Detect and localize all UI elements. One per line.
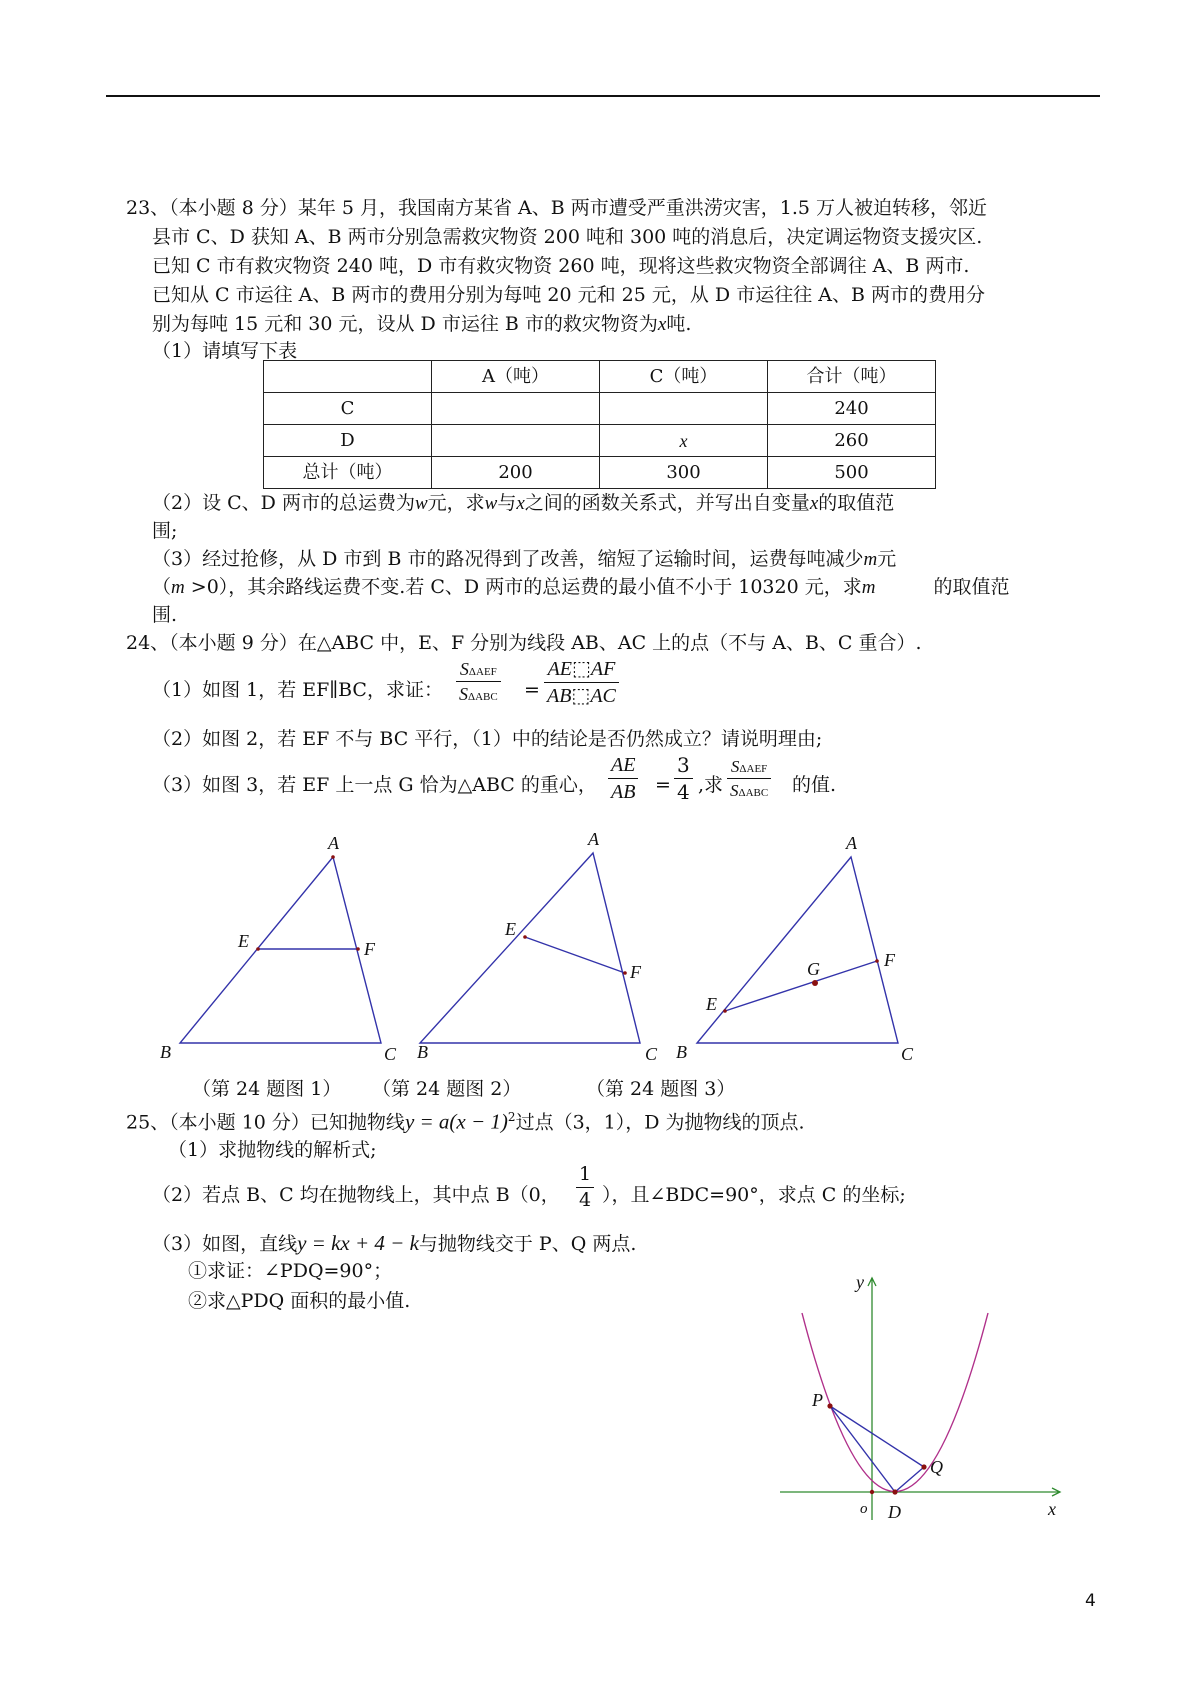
area-ratio-fraction: SΔAEF SΔABC: [456, 660, 501, 703]
table-cell: C: [264, 393, 432, 425]
label-g: G: [807, 959, 820, 979]
label-y-axis: y: [856, 1272, 864, 1292]
equals-sign: =: [524, 679, 540, 701]
label-b: B: [676, 1042, 687, 1062]
label-f: F: [630, 962, 641, 982]
parabola-figure: [770, 1270, 1070, 1530]
label-c: C: [384, 1044, 397, 1064]
label-x-axis: x: [1048, 1499, 1056, 1519]
table-cell: 200: [432, 457, 600, 489]
table-cell: 总计（吨）: [264, 457, 432, 489]
q23-line-5: 别为每吨 15 元和 30 元，设从 D 市运往 B 市的救灾物资为x吨.: [152, 313, 692, 335]
table-cell: 500: [768, 457, 936, 489]
caption-figure-3: （第 24 题图 3）: [586, 1078, 736, 1100]
q24-part-3: （3）如图 3，若 EF 上一点 G 恰为△ABC 的重心，: [152, 774, 597, 796]
q25-line-1: 25、（本小题 10 分）已知抛物线$y = a(x - 1)^2$过点（3，1），D 为抛物线的顶点.: [126, 1109, 805, 1134]
table-cell: 合计（吨）: [768, 361, 936, 393]
q25-part-2: （2）若点 B、C 均在抛物线上，其中点 B（0，: [152, 1184, 560, 1206]
label-a: A: [588, 829, 599, 849]
parabola-formula: y = a(x − 1): [404, 1109, 508, 1134]
q24-part-2: （2）如图 2，若 EF 不与 BC 平行，（1）中的结论是否仍然成立？请说明理由;: [152, 728, 823, 750]
q24-part-3-mid: ,求: [698, 774, 724, 796]
parabola-curve: [802, 1313, 988, 1492]
q23-part-3-end: 围.: [152, 604, 178, 626]
q23-part-2-cont: 围;: [152, 520, 178, 542]
q23-line-4: 已知从 C 市运往 A、B 两市的费用分别为每吨 20 元和 25 元，从 D 市运往往 A、B 两市的费用分: [152, 284, 985, 306]
line-formula: y = kx + 4 − k: [297, 1231, 419, 1255]
label-b: B: [417, 1042, 428, 1062]
q25-part-1: （1）求抛物线的解析式;: [168, 1139, 377, 1161]
label-q: Q: [930, 1457, 943, 1477]
label-f: F: [364, 939, 375, 959]
label-b: B: [160, 1042, 171, 1062]
area-ratio-fraction-2: SΔAEF SΔABC: [727, 758, 771, 799]
label-c: C: [901, 1044, 914, 1064]
label-e: E: [505, 919, 516, 939]
three-quarters-fraction: $\frac{3}{4}$: [674, 755, 693, 802]
q23-part-3: （3）经过抢修，从 D 市到 B 市的路况得到了改善，缩短了运输时间，运费每吨减少m元: [152, 548, 897, 570]
label-e: E: [238, 931, 249, 951]
q23-line-1: 23、（本小题 8 分）某年 5 月，我国南方某省 A、B 两市遭受严重洪涝灾害，1.5 万人被迫转移，邻近: [126, 197, 988, 219]
figure-3-labels: [676, 833, 914, 1064]
table-cell: D: [264, 425, 432, 457]
q24-line-1: 24、（本小题 9 分）在△ABC 中，E、F 分别为线段 AB、AC 上的点（不与 A、B、C 重合）.: [126, 632, 922, 654]
ae-ab-fraction: $\frac{AE}{AB}$: [608, 755, 638, 802]
q23-part-3-cont: （m >0），其余路线运费不变.若 C、D 两市的总运费的最小值不小于 10320 元，求m 的取值范: [152, 576, 1010, 598]
parabola-point-markers: [827, 1403, 926, 1494]
q23-part-2: （2）设 C、D 两市的总运费为w元，求w与x之间的函数关系式，并写出自变量x的取值范: [152, 492, 895, 514]
q24-part-1: （1）如图 1，若 EF∥BC，求证：: [152, 679, 443, 701]
caption-figure-1: （第 24 题图 1）: [192, 1078, 342, 1100]
q25-part-2-end: ），且∠BDC=90°，求点 C 的坐标;: [602, 1184, 906, 1206]
q25-sub-2: ②求△PDQ 面积的最小值.: [188, 1290, 411, 1312]
label-p: P: [812, 1390, 823, 1410]
q24-part-3-end: 的值.: [792, 774, 837, 796]
label-d: D: [888, 1502, 901, 1522]
triangle-pdq: [830, 1406, 924, 1492]
caption-figure-2: （第 24 题图 2）: [372, 1078, 522, 1100]
label-origin: o: [860, 1501, 868, 1517]
q25-part-3: （3）如图，直线y = kx + 4 − k与抛物线交于 P、Q 两点.: [152, 1231, 637, 1255]
triangle-point-markers: [256, 855, 879, 1013]
var-x: x: [657, 314, 667, 335]
equals-sign: =: [655, 774, 671, 796]
table-cell: 240: [768, 393, 936, 425]
side-product-fraction: $\frac{AE⬚AF}{AB⬚AC}$: [544, 659, 619, 706]
label-a: A: [846, 833, 857, 853]
label-a: A: [328, 833, 339, 853]
table-cell: A（吨）: [432, 361, 600, 393]
table-cell: 260: [768, 425, 936, 457]
table-cell: 300: [600, 457, 768, 489]
figure-2-labels: [417, 829, 658, 1064]
q23-line-3: 已知 C 市有救灾物资 240 吨，D 市有救灾物资 260 吨，现将这些救灾物资全部调往 A、B 两市.: [152, 255, 970, 277]
q23-part-1: （1）请填写下表: [152, 340, 298, 362]
one-quarter-fraction: $\frac{1}{4}$: [576, 1165, 594, 1210]
q23-line-2: 县市 C、D 获知 A、B 两市分别急需救灾物资 200 吨和 300 吨的消息后，决定调运物资支援灾区.: [152, 226, 983, 248]
table-cell: x: [600, 425, 768, 457]
label-e: E: [706, 994, 717, 1014]
q25-sub-1: ①求证：∠PDQ=90°；: [188, 1260, 393, 1282]
label-f: F: [884, 950, 895, 970]
label-c: C: [645, 1044, 658, 1064]
table-cell: C（吨）: [600, 361, 768, 393]
page-number: 4: [1085, 1591, 1096, 1611]
